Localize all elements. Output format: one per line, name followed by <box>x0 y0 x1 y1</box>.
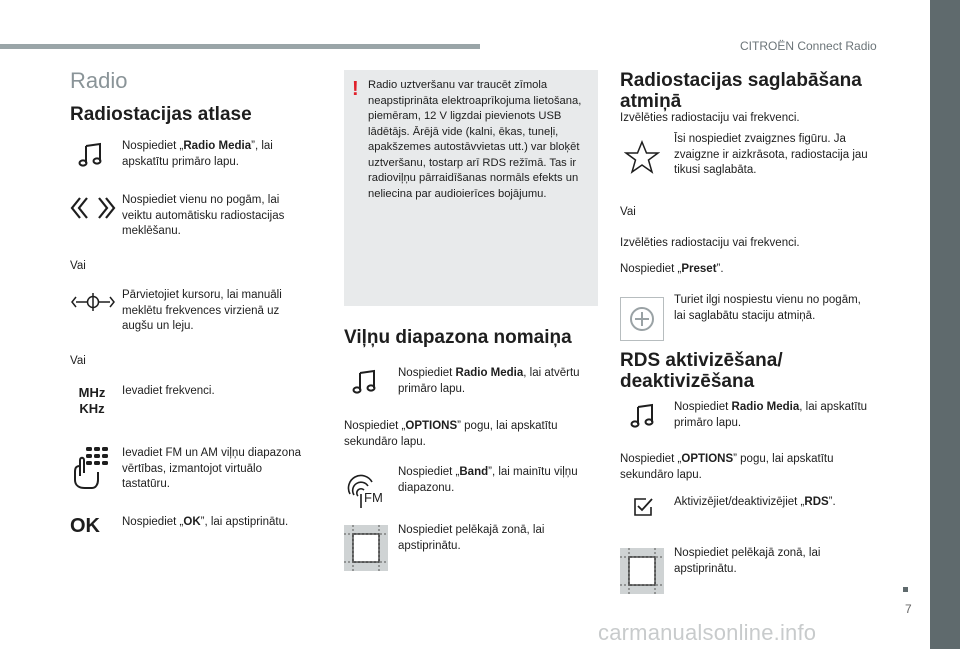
or-label: Vai <box>620 206 636 218</box>
instruction-radio-media: Nospiediet Radio Media, lai atvērtu primāro lapu. <box>398 367 580 395</box>
instruction-grey-zone: Nospiediet pelēkajā zonā, lai apstiprinātu. <box>674 547 821 575</box>
music-note-icon <box>352 369 378 395</box>
warning-text: Radio uztveršanu var traucēt zīmola neapstiprināta elektroaprīkojuma lietošana, piemēram, 12 V ligzdai pievienots USB lādētājs. Ārējā vide (kalni, ēkas, tuneļi, apakšzemes autostāvvietas utt.) var bloķēt uztveršanu, tostarp arī RDS režīmā. Tas ir radioviļņu pārraidīšanas normāls efekts un neliecina par audioierīces bojājumu. <box>368 79 582 200</box>
mhz-label: MHz <box>78 385 106 400</box>
instruction-enter-frequency: Ievadiet frekvenci. <box>122 385 215 397</box>
section-title: Radio <box>70 68 128 93</box>
heading-station-selection: Radiostacijas atlase <box>70 104 252 125</box>
instruction-ok: Nospiediet „OK”, lai apstiprinātu. <box>122 516 289 528</box>
instruction-radio-media: Nospiediet Radio Media, lai apskatītu primāro lapu. <box>674 401 868 429</box>
tuning-slider-icon <box>70 290 116 314</box>
instruction-band: Nospiediet „Band”, lai mainītu viļņu diapazonu. <box>398 466 578 494</box>
instruction-hold-button: Turiet ilgi nospiestu vienu no pogām, lai saglabātu staciju atmiņā. <box>674 294 861 322</box>
grey-zone-icon <box>620 548 664 594</box>
grey-zone-icon <box>344 525 388 571</box>
music-note-icon <box>78 142 104 168</box>
or-label: Vai <box>70 260 86 272</box>
instruction-preset: Nospiediet „Preset”. <box>620 263 724 275</box>
heading-rds: RDS aktivizēšana/ deaktivizēšana <box>620 350 783 392</box>
instruction-virtual-keypad: Ievadiet FM un AM viļņu diapazona vērtības, izmantojot virtuālo tastatūru. <box>122 447 301 490</box>
mhz-khz-icon <box>78 385 106 417</box>
star-icon <box>624 140 660 174</box>
seek-arrows-icon <box>70 196 116 220</box>
ok-icon: OK <box>70 515 100 537</box>
khz-label: KHz <box>79 401 105 416</box>
text-select-station: Izvēlēties radiostaciju vai frekvenci. <box>620 112 800 124</box>
instruction-manual-search: Pārvietojiet kursoru, lai manuāli meklētu frekvences virzienā uz augšu un leju. <box>122 289 282 332</box>
instruction-radio-media: Nospiediet „Radio Media”, lai apskatītu primāro lapu. <box>122 140 273 168</box>
instruction-star: Īsi nospiediet zvaigznes figūru. Ja zvaigzne ir aizkrāsota, radiostacija jau tikusi saglabāta. <box>674 133 868 176</box>
page-marker <box>903 587 908 592</box>
checkbox-icon <box>632 496 654 518</box>
instruction-options: Nospiediet „OPTIONS” pogu, lai apskatītu sekundāro lapu. <box>344 420 558 448</box>
preset-plus-icon <box>620 297 664 341</box>
instruction-auto-search: Nospiediet vienu no pogām, lai veiktu automātisku radiostacijas meklēšanu. <box>122 194 285 237</box>
instruction-grey-zone: Nospiediet pelēkajā zonā, lai apstiprinātu. <box>398 524 545 552</box>
music-note-icon <box>630 403 656 429</box>
instruction-rds-toggle: Aktivizējiet/deaktivizējiet „RDS”. <box>674 496 836 508</box>
heading-save-station: Radiostacijas saglabāšana atmiņā <box>620 70 862 112</box>
fm-label: FM <box>364 490 383 505</box>
side-strip <box>930 0 960 649</box>
header-brand: CITROËN Connect Radio <box>740 39 877 53</box>
text-select-station: Izvēlēties radiostaciju vai frekvenci. <box>620 237 800 249</box>
keypad-icon <box>72 446 112 490</box>
or-label: Vai <box>70 355 86 367</box>
warning-icon: ! <box>352 78 359 100</box>
page-number: 7 <box>905 602 912 616</box>
instruction-options: Nospiediet „OPTIONS” pogu, lai apskatītu sekundāro lapu. <box>620 453 834 481</box>
heading-band-change: Viļņu diapazona nomaiņa <box>344 327 572 348</box>
watermark: carmanualsonline.info <box>598 620 817 645</box>
top-bar <box>0 44 480 49</box>
